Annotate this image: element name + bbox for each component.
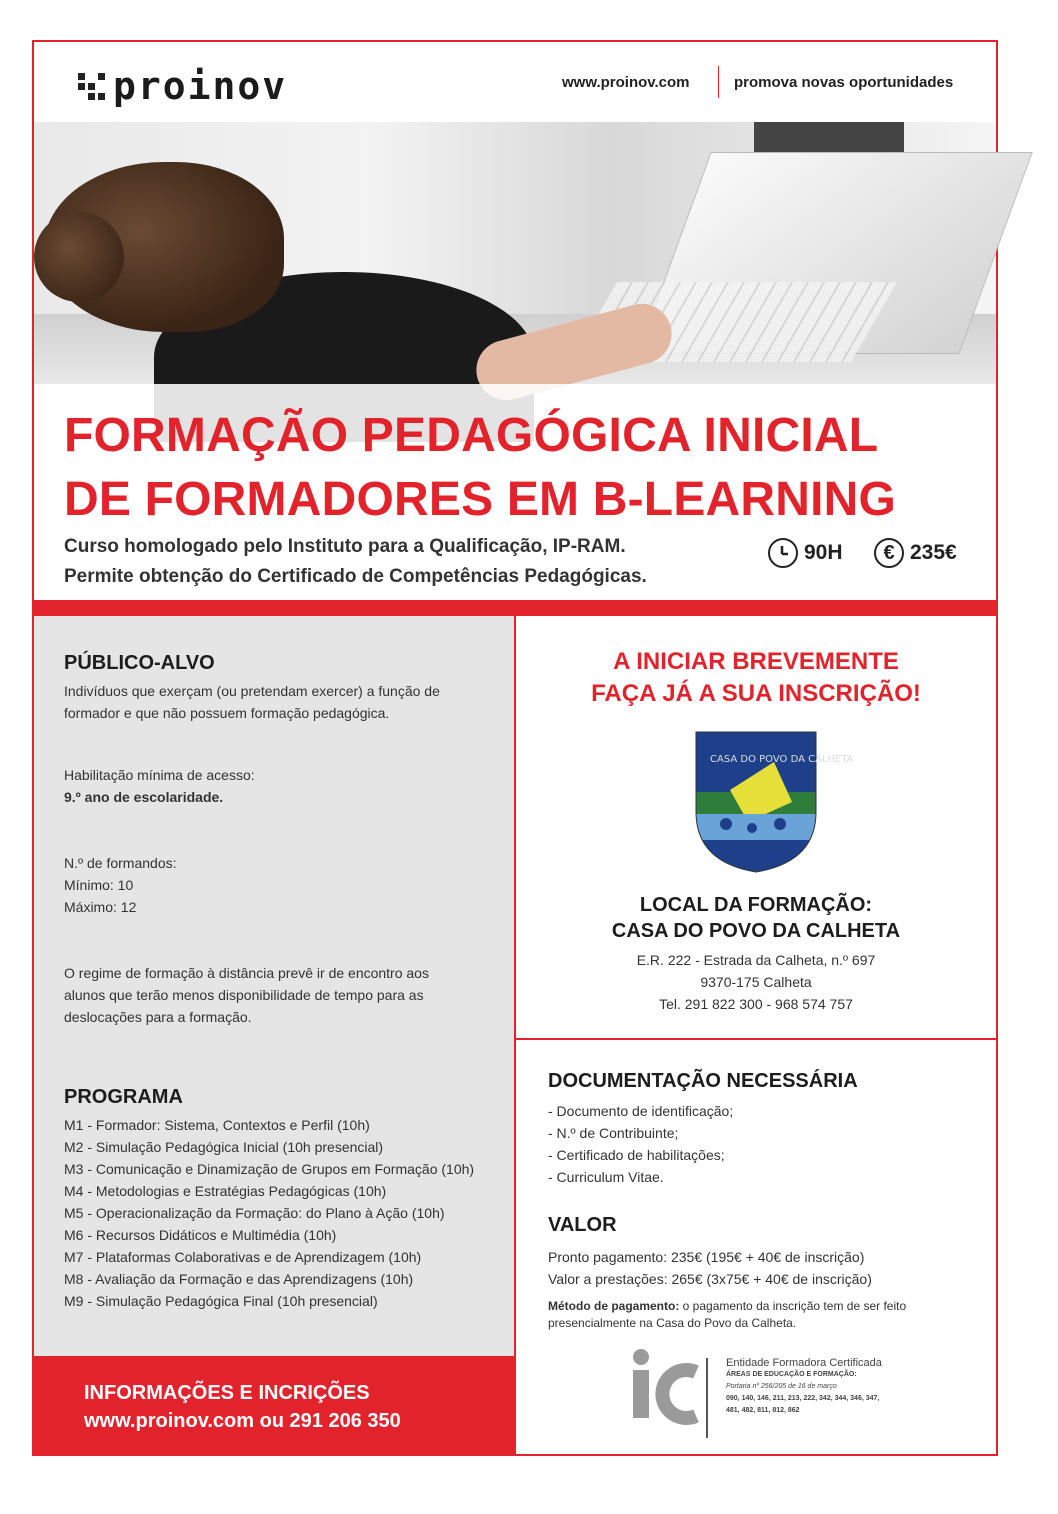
metodo-pagamento-line1 bbox=[548, 1298, 906, 1315]
valor-heading: VALOR bbox=[548, 1214, 617, 1236]
header-divider bbox=[718, 66, 719, 98]
cta-line2: FAÇA JÁ A SUA INSCRIÇÃO! bbox=[591, 680, 921, 707]
header-website-link[interactable]: www.proinov.com bbox=[562, 74, 690, 91]
ic-logo-icon bbox=[630, 1348, 720, 1438]
cta-line1: A INICIAR BREVEMENTE bbox=[613, 648, 899, 675]
metodo-pagamento-line2: presencialmente na Casa do Povo da Calheta. bbox=[548, 1316, 797, 1330]
course-title-line1: FORMAÇÃO PEDAGÓGICA INICIAL bbox=[64, 409, 879, 462]
module-item: M9 - Simulação Pedagógica Final (10h presencial) bbox=[64, 1293, 378, 1309]
module-item: M5 - Operacionalização da Formação: do Plano à Ação (10h) bbox=[64, 1205, 445, 1221]
cert-logo bbox=[630, 1348, 930, 1438]
docs-item: - Curriculum Vitae. bbox=[548, 1169, 664, 1185]
column-divider bbox=[514, 616, 516, 1454]
cert-codes1: 090, 140, 146, 211, 213, 222, 342, 344, 346, 347, bbox=[726, 1395, 880, 1402]
formandos-label: N.º de formandos: bbox=[64, 855, 177, 871]
course-title-line2: DE FORMADORES EM B-LEARNING bbox=[64, 473, 897, 526]
cert-portaria: Portaria nº 256/205 de 16 de março bbox=[726, 1383, 837, 1390]
metodo-label: Método de pagamento: bbox=[548, 1299, 680, 1313]
casa-do-povo-emblem bbox=[696, 732, 854, 872]
euro-icon: € bbox=[874, 538, 904, 568]
module-item: M4 - Metodologias e Estratégias Pedagógicas (10h) bbox=[64, 1183, 387, 1199]
header-tagline: promova novas oportunidades bbox=[734, 74, 954, 91]
header bbox=[34, 42, 996, 122]
module-item: M3 - Comunicação e Dinamização de Grupos em Formação (10h) bbox=[64, 1161, 475, 1177]
local-phone: Tel. 291 822 300 - 968 574 757 bbox=[659, 996, 853, 1012]
flyer bbox=[32, 40, 998, 1456]
local-address2: 9370-175 Calheta bbox=[700, 974, 812, 990]
hero-photo bbox=[34, 122, 996, 384]
valor-prestacoes: Valor a prestações: 265€ (3x75€ + 40€ de inscrição) bbox=[548, 1271, 872, 1287]
info-ribbon bbox=[34, 1356, 514, 1454]
docs-item: - Documento de identificação; bbox=[548, 1103, 734, 1119]
regime-line3: deslocações para a formação. bbox=[64, 1009, 252, 1025]
module-item: M1 - Formador: Sistema, Contextos e Perfil (10h) bbox=[64, 1117, 370, 1133]
docs-item: - N.º de Contribuinte; bbox=[548, 1125, 679, 1141]
clock-icon bbox=[768, 538, 798, 568]
duration-badge bbox=[768, 538, 843, 568]
logo-text: proinov bbox=[113, 64, 288, 108]
price-badge bbox=[874, 538, 957, 568]
right-section-divider bbox=[516, 1038, 996, 1040]
valor-pronto: Pronto pagamento: 235€ (195€ + 40€ de inscrição) bbox=[548, 1249, 865, 1265]
regime-line2: alunos que terão menos disponibilidade de tempo para as bbox=[64, 987, 424, 1003]
habilitacao-label: Habilitação mínima de acesso: bbox=[64, 767, 255, 783]
local-heading2: CASA DO POVO DA CALHETA bbox=[611, 920, 901, 942]
habilitacao-value: 9.º ano de escolaridade. bbox=[64, 789, 224, 805]
publico-heading: PÚBLICO-ALVO bbox=[64, 652, 215, 674]
local-address1: E.R. 222 - Estrada da Calheta, n.º 697 bbox=[636, 952, 876, 968]
course-subtitle-line2: Permite obtenção do Certificado de Competências Pedagógicas. bbox=[64, 566, 647, 587]
logo-dots-icon bbox=[78, 73, 105, 100]
formandos-min: Mínimo: 10 bbox=[64, 877, 134, 893]
cert-areas: ÁREAS DE EDUCAÇÃO E FORMAÇÃO: bbox=[726, 1371, 857, 1378]
publico-desc-line2: formador e que não possuem formação pedagógica. bbox=[64, 705, 390, 721]
cert-title: Entidade Formadora Certificada bbox=[726, 1357, 882, 1369]
metodo-text1: o pagamento da inscrição tem de ser feito bbox=[679, 1299, 907, 1313]
regime-line1: O regime de formação à distância prevê ir de encontro aos bbox=[64, 965, 429, 981]
course-subtitle-line1: Curso homologado pelo Instituto para a Qualificação, IP-RAM. bbox=[64, 536, 626, 557]
module-item: M8 - Avaliação da Formação e das Aprendizagens (10h) bbox=[64, 1271, 414, 1287]
info-contact[interactable]: www.proinov.com ou 291 206 350 bbox=[84, 1410, 401, 1432]
programa-heading: PROGRAMA bbox=[64, 1086, 183, 1108]
docs-heading: DOCUMENTAÇÃO NECESSÁRIA bbox=[548, 1070, 858, 1092]
red-divider-bar bbox=[34, 600, 996, 616]
module-item: M2 - Simulação Pedagógica Inicial (10h presencial) bbox=[64, 1139, 384, 1155]
duration-value: 90H bbox=[804, 541, 843, 564]
local-heading1: LOCAL DA FORMAÇÃO: bbox=[639, 894, 873, 916]
formandos-max: Máximo: 12 bbox=[64, 899, 137, 915]
info-heading: INFORMAÇÕES E INCRIÇÕES bbox=[84, 1382, 370, 1404]
module-item: M6 - Recursos Didáticos e Multimédia (10h) bbox=[64, 1227, 337, 1243]
price-value: 235€ bbox=[910, 541, 957, 564]
emblem-text: CASA DO POVO DA CALHETA bbox=[710, 754, 854, 765]
cert-codes2: 481, 482, 811, 812, 862 bbox=[726, 1407, 800, 1414]
module-item: M7 - Plataformas Colaborativas e de Aprendizagem (10h) bbox=[64, 1249, 422, 1265]
publico-desc-line1: Indivíduos que exerçam (ou pretendam exercer) a função de bbox=[64, 683, 440, 699]
proinov-logo[interactable] bbox=[78, 64, 287, 108]
docs-item: - Certificado de habilitações; bbox=[548, 1147, 725, 1163]
